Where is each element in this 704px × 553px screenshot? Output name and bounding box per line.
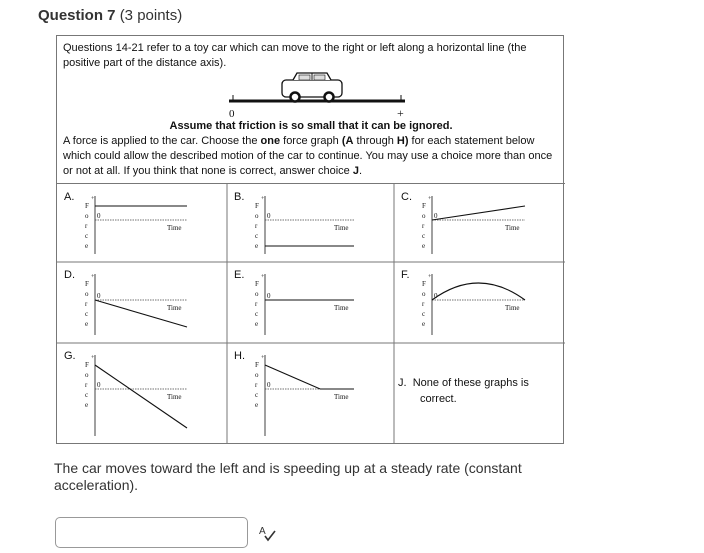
force-axis-letter: r [255, 381, 258, 389]
graph-cell-h [227, 343, 394, 444]
force-axis-letter: F [85, 202, 89, 210]
force-axis-letter: o [255, 212, 259, 220]
friction-note: Assume that friction is so small that it can be ignored. [169, 120, 453, 132]
question-prompt: The car moves toward the left and is speeding up at a steady rate (constant acceleration). [54, 460, 522, 493]
force-axis-letter: r [85, 222, 88, 230]
instructions-bold: (A [341, 135, 354, 147]
force-axis-letter: F [255, 202, 259, 210]
force-axis-letter: e [255, 242, 259, 250]
force-graph [57, 184, 227, 262]
force-axis-letter: r [255, 222, 258, 230]
zero-label: 0 [267, 381, 271, 389]
time-axis-label: Time [167, 393, 182, 401]
force-axis-letter: e [255, 401, 259, 409]
time-axis-label: Time [167, 304, 182, 312]
force-axis-letter: c [422, 232, 426, 240]
graph-label: D. [64, 269, 75, 281]
question-header [38, 7, 182, 24]
time-axis-label: Time [505, 304, 520, 312]
instructions-part: force graph [280, 135, 342, 147]
force-axis-letter: e [422, 242, 426, 250]
plus-sign: + [428, 274, 432, 280]
none-label: J. [398, 377, 407, 389]
force-graph [394, 184, 565, 262]
zero-label: 0 [97, 381, 101, 389]
force-axis-letter: e [422, 320, 426, 328]
force-axis-letter: o [422, 212, 426, 220]
force-axis-letter: e [85, 320, 89, 328]
question-number: Question 7 [38, 7, 116, 24]
svg-text:A: A [259, 526, 266, 537]
zero-label: 0 [97, 292, 101, 300]
graph-cell-b [227, 184, 394, 262]
force-graph [227, 262, 394, 343]
time-axis-label: Time [167, 224, 182, 232]
time-axis-label: Time [334, 224, 349, 232]
zero-label: 0 [97, 212, 101, 220]
toy-car-icon [282, 73, 342, 102]
question-figure-panel [56, 35, 564, 444]
none-option [398, 375, 529, 407]
axis-zero-label: 0 [229, 108, 235, 120]
force-axis-letter: e [255, 320, 259, 328]
time-axis-label: Time [334, 304, 349, 312]
time-axis-label: Time [505, 224, 520, 232]
graph-cell-c [394, 184, 565, 262]
graph-label: B. [234, 191, 245, 203]
force-axis-letter: c [85, 310, 89, 318]
force-axis-letter: c [255, 310, 259, 318]
force-axis-letter: c [85, 391, 89, 399]
force-axis-letter: e [85, 242, 89, 250]
force-graph [57, 262, 227, 343]
force-axis-letter: o [85, 371, 89, 379]
force-axis-letter: F [422, 280, 426, 288]
graph-cell-e [227, 262, 394, 343]
graph-label: G. [64, 350, 76, 362]
instructions-part: through [353, 135, 397, 147]
instructions-bold: J [352, 165, 359, 177]
force-axis-letter: r [255, 300, 258, 308]
force-axis-letter: r [422, 222, 425, 230]
force-axis-letter: F [255, 280, 259, 288]
force-axis-letter: r [422, 300, 425, 308]
force-axis-letter: F [255, 361, 259, 369]
force-axis-letter: o [255, 290, 259, 298]
instructions-part: A force is applied to the car. Choose the [63, 135, 261, 147]
force-graph [394, 262, 565, 343]
graph-cell-j [394, 343, 565, 444]
axis-plus-label: + [397, 106, 404, 120]
force-axis-letter: F [85, 361, 89, 369]
force-curve [432, 206, 525, 220]
force-axis-letter: o [255, 371, 259, 379]
force-axis-letter: c [85, 232, 89, 240]
plus-sign: + [261, 196, 265, 202]
car-diagram-svg [57, 71, 565, 121]
force-axis-letter: F [85, 280, 89, 288]
spellcheck-icon[interactable] [258, 523, 278, 543]
force-axis-letter: o [422, 290, 426, 298]
graph-cell-f [394, 262, 565, 343]
zero-label: 0 [267, 212, 271, 220]
graph-cell-a [57, 184, 227, 262]
graph-label: C. [401, 191, 412, 203]
force-axis-letter: o [85, 212, 89, 220]
force-curve [432, 283, 525, 300]
time-axis-label: Time [334, 393, 349, 401]
none-text-line2: correct. [420, 393, 457, 405]
force-graph [227, 184, 394, 262]
graph-label: E. [234, 269, 245, 281]
force-axis-letter: c [255, 391, 259, 399]
force-graph [57, 343, 227, 444]
answer-input[interactable] [55, 517, 248, 548]
force-axis-letter: r [85, 381, 88, 389]
instructions-bold: H) [396, 135, 409, 147]
instructions-part: . [358, 165, 363, 177]
instructions-text [63, 134, 561, 179]
force-curve [265, 365, 354, 389]
graph-label: A. [64, 191, 75, 203]
plus-sign: + [91, 274, 95, 280]
plus-sign: + [428, 196, 432, 202]
graph-cell-g [57, 343, 227, 444]
none-text-line1: None of these graphs is [412, 377, 529, 389]
force-axis-letter: r [85, 300, 88, 308]
graph-cell-d [57, 262, 227, 343]
plus-sign: + [261, 274, 265, 280]
force-axis-letter: F [422, 202, 426, 210]
instructions-part: for each statement below which could allow the described motion of the car to continue. You may use a choice more than once or not at all. If you think that none is correct, answer choice [63, 135, 553, 177]
graph-label: H. [234, 350, 245, 362]
force-axis-letter: e [85, 401, 89, 409]
intro-text: Questions 14-21 refer to a toy car which can move to the right or left along a horizontal line (the positive part of the distance axis). [63, 42, 527, 69]
instructions-bold: one [260, 135, 281, 147]
force-axis-letter: o [85, 290, 89, 298]
plus-sign: + [91, 355, 95, 361]
zero-label: 0 [434, 292, 438, 300]
zero-label: 0 [267, 292, 271, 300]
graph-label: F. [401, 269, 410, 281]
plus-sign: + [261, 355, 265, 361]
force-axis-letter: c [255, 232, 259, 240]
force-graph-grid [57, 183, 565, 444]
plus-sign: + [91, 196, 95, 202]
question-points: (3 points) [119, 7, 183, 24]
car-diagram [57, 71, 565, 121]
force-axis-letter: c [422, 310, 426, 318]
zero-label: 0 [434, 212, 438, 220]
force-graph [227, 343, 394, 444]
